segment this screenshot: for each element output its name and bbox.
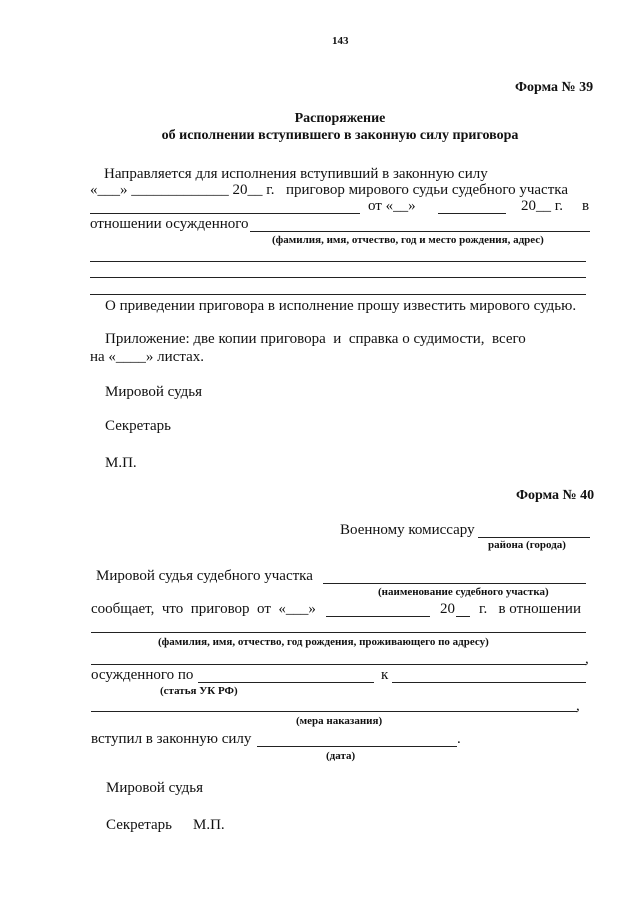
commissar-underline [478, 537, 590, 538]
address-underline [91, 664, 586, 665]
form39-label: Форма № 39 [515, 80, 594, 95]
blank-line-2 [90, 277, 586, 278]
form39-line1: Направляется для исполнения вступивший в законную силу [104, 166, 488, 182]
blank-line-1 [90, 261, 586, 262]
form39-line2-text: приговор мирового судьи судебного участка [286, 182, 568, 198]
form40-punishment-hint: (мера наказания) [296, 715, 383, 727]
form40-seal: М.П. [193, 817, 225, 833]
date-underline [438, 213, 506, 214]
form40-line1: Мировой судья судебного участка [96, 568, 313, 584]
form40-judge: Мировой судья [106, 780, 204, 796]
form40-comma-2: , [576, 698, 580, 714]
person-underline [91, 632, 586, 633]
form40-to: к [381, 667, 389, 683]
punishment-underline [91, 711, 577, 712]
form40-dot: . [457, 731, 461, 747]
form40-convicted: осужденного по [91, 667, 194, 683]
form39-hint-name: (фамилия, имя, отчество, год и место рождения, адрес) [272, 234, 544, 246]
form39-subtitle: об исполнении вступившего в законную силу приговора [161, 128, 519, 143]
section-name-underline [323, 583, 586, 584]
form39-secretary: Секретарь [105, 418, 172, 434]
form39-attachment-pages: на «____» листах. [90, 349, 205, 365]
article-underline [198, 682, 374, 683]
court-section-underline [90, 213, 360, 214]
form40-line2-reports: сообщает, что приговор от «___» [91, 601, 316, 617]
blank-line-3 [90, 294, 586, 295]
form40-section-hint: (наименование судебного участка) [378, 586, 549, 598]
form40-line2-regarding: г. в отношении [479, 601, 581, 617]
form39-seal: М.П. [105, 455, 137, 471]
form39-notify: О приведении приговора в исполнение прошу известить мирового судью. [105, 298, 577, 314]
form39-line2-date: «___» _____________ 20__ г. [90, 182, 275, 198]
form40-addressee: Военному комиссару [340, 522, 475, 538]
form39-title: Распоряжение [294, 111, 386, 126]
form39-line3-in: в [582, 198, 590, 214]
form39-attachment: Приложение: две копии приговора и справка о судимости, всего [105, 331, 526, 347]
form39-line3-year: 20__ г. [521, 198, 563, 214]
form39-line4: отношении осужденного [90, 216, 249, 232]
form40-label: Форма № 40 [516, 488, 595, 503]
form40-secretary: Секретарь [106, 817, 173, 833]
sentence-underline [392, 682, 586, 683]
form40-addressee-hint: района (города) [488, 539, 566, 551]
form40-date-hint: (дата) [326, 750, 356, 762]
form40-line2-year: 20 [440, 601, 455, 617]
form40-comma-1: , [585, 651, 589, 667]
page-number: 143 [332, 35, 349, 47]
form40-person-hint: (фамилия, имя, отчество, год рождения, проживающего по адресу) [158, 636, 489, 648]
form39-judge: Мировой судья [105, 384, 203, 400]
verdict-month-underline [326, 616, 430, 617]
verdict-year-underline [456, 616, 470, 617]
effective-date-underline [257, 746, 457, 747]
form40-effective: вступил в законную силу [91, 731, 252, 747]
form39-line3-from: от «__» [368, 198, 416, 214]
convict-underline [250, 231, 590, 232]
form40-article-hint: (статья УК РФ) [160, 685, 238, 697]
